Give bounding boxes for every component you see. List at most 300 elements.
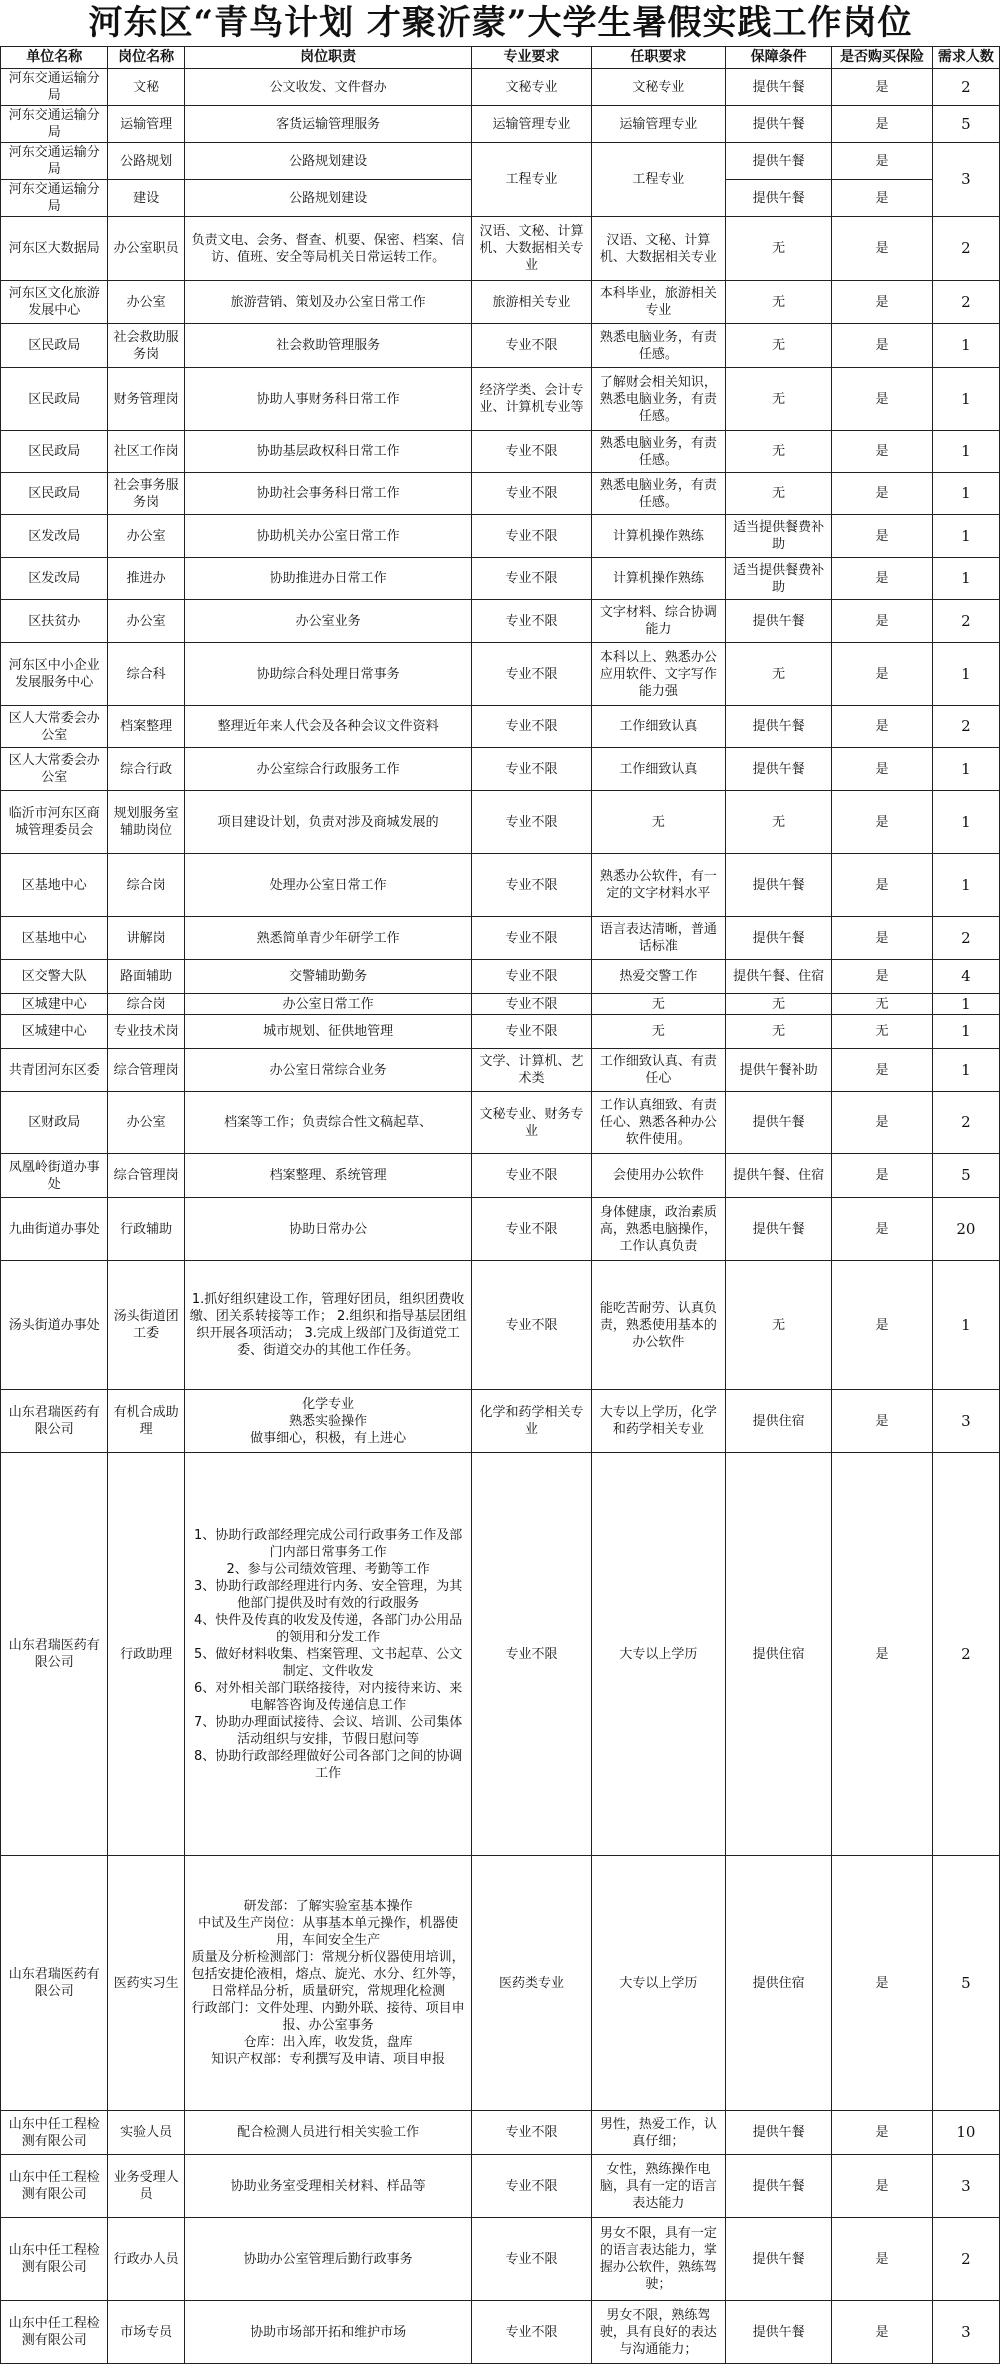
requirements-cell: 会使用办公软件 [591, 1154, 725, 1198]
requirements-cell: 汉语、文秘、计算机、大数据相关专业 [591, 217, 725, 281]
table-row [1, 2111, 1000, 2155]
headcount-cell: 3 [932, 2301, 999, 2364]
table-row [1, 324, 1000, 368]
duties-cell: 项目建设计划，负责对涉及商城发展的 [184, 791, 471, 854]
benefits-cell: 提供午餐 [726, 854, 832, 917]
table-row [1, 2155, 1000, 2218]
table-row [1, 217, 1000, 281]
duties-cell: 公路规划建设 [184, 180, 471, 217]
table-row [1, 960, 1000, 994]
position-cell: 社会救助服务岗 [108, 324, 185, 368]
major-cell: 专业不限 [472, 854, 592, 917]
unit-cell: 河东交通运输分局 [1, 69, 108, 106]
duties-cell: 城市规划、征供地管理 [184, 1015, 471, 1049]
major-cell: 经济学类、会计专业、计算机专业等 [472, 368, 592, 431]
header-unit: 单位名称 [1, 47, 108, 69]
position-cell: 办公室 [108, 1092, 185, 1154]
benefits-cell: 提供午餐 [726, 917, 832, 960]
insurance-cell: 是 [832, 748, 933, 791]
position-cell: 公路规划 [108, 143, 185, 180]
major-cell: 文秘专业 [472, 69, 592, 106]
headcount-cell: 1 [932, 431, 999, 473]
unit-cell: 区发改局 [1, 558, 108, 600]
headcount-cell: 1 [932, 854, 999, 917]
headcount-cell: 1 [932, 791, 999, 854]
benefits-cell: 提供午餐 [726, 1092, 832, 1154]
benefits-cell: 提供午餐 [726, 180, 832, 217]
headcount-cell: 2 [932, 2218, 999, 2301]
duties-cell: 社会救助管理服务 [184, 324, 471, 368]
headcount-cell: 1 [932, 515, 999, 558]
benefits-cell: 提供午餐 [726, 2155, 832, 2218]
major-cell: 专业不限 [472, 1198, 592, 1261]
position-cell: 办公室 [108, 515, 185, 558]
insurance-cell: 是 [832, 1261, 933, 1390]
requirements-cell: 无 [591, 791, 725, 854]
benefits-cell: 提供住宿 [726, 1856, 832, 2111]
major-cell: 专业不限 [472, 1261, 592, 1390]
major-cell: 专业不限 [472, 706, 592, 748]
headcount-cell: 2 [932, 1092, 999, 1154]
duties-cell: 熟悉简单青少年研学工作 [184, 917, 471, 960]
unit-cell: 临沂市河东区商城管理委员会 [1, 791, 108, 854]
benefits-cell: 适当提供餐费补助 [726, 515, 832, 558]
unit-cell: 区发改局 [1, 515, 108, 558]
major-cell: 文秘专业、财务专业 [472, 1092, 592, 1154]
position-cell: 办公室职员 [108, 217, 185, 281]
unit-cell: 区民政局 [1, 368, 108, 431]
major-cell: 专业不限 [472, 748, 592, 791]
unit-cell: 河东交通运输分局 [1, 180, 108, 217]
table-row [1, 1092, 1000, 1154]
requirements-cell: 本科毕业，旅游相关专业 [591, 281, 725, 324]
insurance-cell: 无 [832, 1015, 933, 1049]
position-cell: 规划服务室辅助岗位 [108, 791, 185, 854]
header-row [1, 47, 1000, 69]
requirements-cell: 了解财会相关知识，熟悉电脑业务，有责任感。 [591, 368, 725, 431]
benefits-cell: 提供午餐 [726, 69, 832, 106]
headcount-cell: 4 [932, 960, 999, 994]
position-cell: 社会事务服务岗 [108, 473, 185, 515]
duties-cell: 办公室综合行政服务工作 [184, 748, 471, 791]
duties-cell: 协助办公室管理后勤行政事务 [184, 2218, 471, 2301]
requirements-cell: 工作认真细致、有责任心、熟悉各种办公软件使用。 [591, 1092, 725, 1154]
headcount-cell: 2 [932, 600, 999, 643]
positions-table [0, 46, 1000, 2364]
requirements-cell: 计算机操作熟练 [591, 515, 725, 558]
major-cell: 专业不限 [472, 1453, 592, 1856]
table-row [1, 1856, 1000, 2111]
insurance-cell: 是 [832, 600, 933, 643]
benefits-cell: 提供午餐 [726, 748, 832, 791]
position-cell: 行政办人员 [108, 2218, 185, 2301]
headcount-cell: 2 [932, 706, 999, 748]
position-cell: 文秘 [108, 69, 185, 106]
unit-cell: 区城建中心 [1, 1015, 108, 1049]
headcount-cell: 1 [932, 558, 999, 600]
major-cell: 专业不限 [472, 558, 592, 600]
insurance-cell: 是 [832, 2301, 933, 2364]
position-cell: 档案整理 [108, 706, 185, 748]
duties-cell: 档案等工作；负责综合性文稿起草、 [184, 1092, 471, 1154]
major-cell: 专业不限 [472, 2301, 592, 2364]
insurance-cell: 是 [832, 791, 933, 854]
major-cell: 化学和药学相关专业 [472, 1390, 592, 1453]
position-cell: 财务管理岗 [108, 368, 185, 431]
headcount-cell: 1 [932, 1015, 999, 1049]
insurance-cell: 是 [832, 2218, 933, 2301]
table-row [1, 515, 1000, 558]
major-cell: 运输管理专业 [472, 106, 592, 143]
duties-cell: 配合检测人员进行相关实验工作 [184, 2111, 471, 2155]
duties-cell: 协助日常办公 [184, 1198, 471, 1261]
requirements-cell: 男性，热爱工作，认真仔细； [591, 2111, 725, 2155]
insurance-cell: 是 [832, 1049, 933, 1092]
insurance-cell: 是 [832, 2155, 933, 2218]
benefits-cell: 提供午餐 [726, 2301, 832, 2364]
insurance-cell: 是 [832, 960, 933, 994]
duties-cell: 协助社会事务科日常工作 [184, 473, 471, 515]
position-cell: 推进办 [108, 558, 185, 600]
headcount-cell: 1 [932, 643, 999, 706]
unit-cell: 区基地中心 [1, 917, 108, 960]
unit-cell: 区扶贫办 [1, 600, 108, 643]
unit-cell: 共青团河东区委 [1, 1049, 108, 1092]
benefits-cell: 提供住宿 [726, 1453, 832, 1856]
headcount-cell: 2 [932, 1453, 999, 1856]
table-row [1, 917, 1000, 960]
table-row [1, 1453, 1000, 1856]
benefits-cell: 提供午餐 [726, 1198, 832, 1261]
insurance-cell: 是 [832, 180, 933, 217]
requirements-cell: 大专以上学历，化学和药学相关专业 [591, 1390, 725, 1453]
unit-cell: 河东区文化旅游发展中心 [1, 281, 108, 324]
major-cell: 专业不限 [472, 515, 592, 558]
unit-cell: 区民政局 [1, 431, 108, 473]
requirements-cell: 文字材料、综合协调能力 [591, 600, 725, 643]
headcount-cell: 1 [932, 994, 999, 1015]
requirements-cell: 运输管理专业 [591, 106, 725, 143]
duties-cell: 1、协助行政部经理完成公司行政事务工作及部门内部日常事务工作 2、参与公司绩效管理、考勤等工作 3、协助行政部经理进行内务、安全管理，为其他部门提供及时有效的行政服务 4、快件及传真的收发及传递，各部门办公用品的领用和分发工作 5、做好材料收集、档案管理、文书起草、公文制定、文件收发 6、对外相关部门联络接待，对内接待来访、来电解答咨询及传递信息工作 7、协助办理面试接待、会议、培训、公司集体活动组织与安排，节假日慰问等 8、协助行政部经理做好公司各部门之间的协调工作 [184, 1453, 471, 1856]
header-duties: 岗位职责 [184, 47, 471, 69]
unit-cell: 汤头街道办事处 [1, 1261, 108, 1390]
insurance-cell: 是 [832, 1390, 933, 1453]
headcount-cell: 1 [932, 1049, 999, 1092]
position-cell: 综合管理岗 [108, 1154, 185, 1198]
major-cell: 专业不限 [472, 600, 592, 643]
duties-cell: 协助市场部开拓和维护市场 [184, 2301, 471, 2364]
requirements-cell: 男女不限，熟练驾驶，具有良好的表达与沟通能力； [591, 2301, 725, 2364]
table-row [1, 473, 1000, 515]
header-headcount: 需求人数 [932, 47, 999, 69]
table-row [1, 1154, 1000, 1198]
insurance-cell: 是 [832, 217, 933, 281]
duties-cell: 交警辅助勤务 [184, 960, 471, 994]
benefits-cell: 无 [726, 281, 832, 324]
unit-cell: 山东中任工程检测有限公司 [1, 2155, 108, 2218]
major-cell: 工程专业 [472, 143, 592, 217]
requirements-cell: 工作细致认真、有责任心 [591, 1049, 725, 1092]
major-cell: 专业不限 [472, 2111, 592, 2155]
duties-cell: 协助人事财务科日常工作 [184, 368, 471, 431]
duties-cell: 协助机关办公室日常工作 [184, 515, 471, 558]
table-row [1, 1390, 1000, 1453]
table-row [1, 748, 1000, 791]
page-title: 河东区“青鸟计划 才聚沂蒙”大学生暑假实践工作岗位 [88, 3, 913, 43]
insurance-cell: 是 [832, 1856, 933, 2111]
header-insurance: 是否购买保险 [832, 47, 933, 69]
unit-cell: 河东交通运输分局 [1, 106, 108, 143]
unit-cell: 山东中任工程检测有限公司 [1, 2111, 108, 2155]
headcount-cell: 2 [932, 281, 999, 324]
position-cell: 业务受理人员 [108, 2155, 185, 2218]
benefits-cell: 无 [726, 791, 832, 854]
requirements-cell: 身体健康，政治素质高，熟悉电脑操作，工作认真负责 [591, 1198, 725, 1261]
unit-cell: 区人大常委会办公室 [1, 706, 108, 748]
requirements-cell: 熟悉电脑业务，有责任感。 [591, 431, 725, 473]
unit-cell: 河东交通运输分局 [1, 143, 108, 180]
insurance-cell: 是 [832, 643, 933, 706]
requirements-cell: 女性，熟练操作电脑，具有一定的语言表达能力 [591, 2155, 725, 2218]
header-position: 岗位名称 [108, 47, 185, 69]
duties-cell: 办公室日常工作 [184, 994, 471, 1015]
benefits-cell: 无 [726, 1261, 832, 1390]
unit-cell: 山东中任工程检测有限公司 [1, 2218, 108, 2301]
benefits-cell: 提供午餐 [726, 2218, 832, 2301]
requirements-cell: 工作细致认真 [591, 748, 725, 791]
headcount-cell: 3 [932, 1390, 999, 1453]
major-cell: 专业不限 [472, 960, 592, 994]
headcount-cell: 3 [932, 2155, 999, 2218]
position-cell: 综合科 [108, 643, 185, 706]
requirements-cell: 熟悉电脑业务，有责任感。 [591, 473, 725, 515]
benefits-cell: 提供午餐补助 [726, 1049, 832, 1092]
insurance-cell: 是 [832, 1092, 933, 1154]
duties-cell: 旅游营销、策划及办公室日常工作 [184, 281, 471, 324]
duties-cell: 客货运输管理服务 [184, 106, 471, 143]
unit-cell: 区人大常委会办公室 [1, 748, 108, 791]
major-cell: 专业不限 [472, 994, 592, 1015]
benefits-cell: 提供午餐 [726, 106, 832, 143]
headcount-cell: 20 [932, 1198, 999, 1261]
benefits-cell: 无 [726, 1015, 832, 1049]
table-row [1, 281, 1000, 324]
benefits-cell: 无 [726, 368, 832, 431]
position-cell: 讲解岗 [108, 917, 185, 960]
table-row [1, 2301, 1000, 2364]
benefits-cell: 提供住宿 [726, 1390, 832, 1453]
headcount-cell: 1 [932, 748, 999, 791]
table-row [1, 854, 1000, 917]
benefits-cell: 提供午餐 [726, 2111, 832, 2155]
requirements-cell: 计算机操作熟练 [591, 558, 725, 600]
major-cell: 专业不限 [472, 1154, 592, 1198]
insurance-cell: 是 [832, 69, 933, 106]
header-benefits: 保障条件 [726, 47, 832, 69]
position-cell: 行政辅助 [108, 1198, 185, 1261]
headcount-cell: 10 [932, 2111, 999, 2155]
benefits-cell: 无 [726, 994, 832, 1015]
insurance-cell: 无 [832, 994, 933, 1015]
major-cell: 专业不限 [472, 2218, 592, 2301]
position-cell: 综合岗 [108, 854, 185, 917]
benefits-cell: 提供午餐、住宿 [726, 960, 832, 994]
requirements-cell: 工作细致认真 [591, 706, 725, 748]
position-cell: 行政助理 [108, 1453, 185, 1856]
table-row [1, 1049, 1000, 1092]
requirements-cell: 文秘专业 [591, 69, 725, 106]
headcount-cell: 1 [932, 324, 999, 368]
requirements-cell: 熟悉电脑业务，有责任感。 [591, 324, 725, 368]
table-row [1, 706, 1000, 748]
table-row [1, 643, 1000, 706]
major-cell: 专业不限 [472, 2155, 592, 2218]
insurance-cell: 是 [832, 368, 933, 431]
insurance-cell: 是 [832, 854, 933, 917]
headcount-cell: 2 [932, 217, 999, 281]
requirements-cell: 语言表达清晰，普通话标准 [591, 917, 725, 960]
position-cell: 办公室 [108, 600, 185, 643]
position-cell: 综合行政 [108, 748, 185, 791]
duties-cell: 1.抓好组织建设工作，管理好团员，组织团费收缴、团关系转接等工作； 2.组织和指导基层团组织开展各项活动； 3.完成上级部门及街道党工委、街道交办的其他工作任务。 [184, 1261, 471, 1390]
position-cell: 综合管理岗 [108, 1049, 185, 1092]
insurance-cell: 是 [832, 143, 933, 180]
requirements-cell: 无 [591, 994, 725, 1015]
duties-cell: 协助基层政权科日常工作 [184, 431, 471, 473]
position-cell: 综合岗 [108, 994, 185, 1015]
table-row [1, 791, 1000, 854]
table-row [1, 1198, 1000, 1261]
table-row [1, 143, 1000, 180]
duties-cell: 档案整理、系统管理 [184, 1154, 471, 1198]
position-cell: 办公室 [108, 281, 185, 324]
duties-cell: 协助综合科处理日常事务 [184, 643, 471, 706]
insurance-cell: 是 [832, 2111, 933, 2155]
table-row [1, 2218, 1000, 2301]
insurance-cell: 是 [832, 558, 933, 600]
insurance-cell: 是 [832, 706, 933, 748]
position-cell: 运输管理 [108, 106, 185, 143]
position-cell: 路面辅助 [108, 960, 185, 994]
benefits-cell: 无 [726, 324, 832, 368]
benefits-cell: 无 [726, 473, 832, 515]
major-cell: 专业不限 [472, 917, 592, 960]
unit-cell: 区基地中心 [1, 854, 108, 917]
unit-cell: 山东君瑞医药有限公司 [1, 1453, 108, 1856]
duties-cell: 公文收发、文件督办 [184, 69, 471, 106]
unit-cell: 区民政局 [1, 473, 108, 515]
requirements-cell: 工程专业 [591, 143, 725, 217]
major-cell: 专业不限 [472, 473, 592, 515]
requirements-cell: 男女不限，具有一定的语言表达能力，掌握办公软件，熟练驾驶； [591, 2218, 725, 2301]
insurance-cell: 是 [832, 431, 933, 473]
duties-cell: 协助业务室受理相关材料、样品等 [184, 2155, 471, 2218]
major-cell: 汉语、文秘、计算机、大数据相关专业 [472, 217, 592, 281]
major-cell: 文学、计算机、艺术类 [472, 1049, 592, 1092]
insurance-cell: 是 [832, 106, 933, 143]
unit-cell: 凤凰岭街道办事处 [1, 1154, 108, 1198]
table-row [1, 558, 1000, 600]
insurance-cell: 是 [832, 917, 933, 960]
insurance-cell: 是 [832, 281, 933, 324]
insurance-cell: 是 [832, 324, 933, 368]
benefits-cell: 提供午餐 [726, 143, 832, 180]
headcount-cell: 1 [932, 473, 999, 515]
benefits-cell: 无 [726, 217, 832, 281]
major-cell: 专业不限 [472, 431, 592, 473]
requirements-cell: 能吃苦耐劳、认真负责，熟悉使用基本的办公软件 [591, 1261, 725, 1390]
major-cell: 医药类专业 [472, 1856, 592, 2111]
requirements-cell: 无 [591, 1015, 725, 1049]
insurance-cell: 是 [832, 1154, 933, 1198]
unit-cell: 山东君瑞医药有限公司 [1, 1390, 108, 1453]
unit-cell: 九曲街道办事处 [1, 1198, 108, 1261]
unit-cell: 山东君瑞医药有限公司 [1, 1856, 108, 2111]
unit-cell: 区城建中心 [1, 994, 108, 1015]
unit-cell: 河东区大数据局 [1, 217, 108, 281]
insurance-cell: 是 [832, 1453, 933, 1856]
unit-cell: 河东区中小企业发展服务中心 [1, 643, 108, 706]
requirements-cell: 热爱交警工作 [591, 960, 725, 994]
position-cell: 市场专员 [108, 2301, 185, 2364]
table-row [1, 431, 1000, 473]
unit-cell: 山东中任工程检测有限公司 [1, 2301, 108, 2364]
table-row [1, 994, 1000, 1015]
headcount-cell: 1 [932, 368, 999, 431]
duties-cell: 办公室日常综合业务 [184, 1049, 471, 1092]
benefits-cell: 提供午餐、住宿 [726, 1154, 832, 1198]
table-row [1, 106, 1000, 143]
major-cell: 专业不限 [472, 324, 592, 368]
requirements-cell: 大专以上学历 [591, 1856, 725, 2111]
position-cell: 建设 [108, 180, 185, 217]
duties-cell: 整理近年来人代会及各种会议文件资料 [184, 706, 471, 748]
headcount-cell: 3 [932, 143, 999, 217]
insurance-cell: 是 [832, 1198, 933, 1261]
table-row [1, 368, 1000, 431]
unit-cell: 区民政局 [1, 324, 108, 368]
benefits-cell: 提供午餐 [726, 600, 832, 643]
header-major: 专业要求 [472, 47, 592, 69]
header-requirements: 任职要求 [591, 47, 725, 69]
table-row [1, 69, 1000, 106]
duties-cell: 协助推进办日常工作 [184, 558, 471, 600]
requirements-cell: 本科以上、熟悉办公应用软件、文字写作能力强 [591, 643, 725, 706]
insurance-cell: 是 [832, 515, 933, 558]
duties-cell: 研发部：了解实验室基本操作 中试及生产岗位：从事基本单元操作，机器使用，车间安全生产 质量及分析检测部门：常规分析仪器使用培训，包括安捷伦液相，熔点、旋光、水分、红外等，日常样品分析，质量研究，常规理化检测 行政部门：文件处理、内勤外联、接待、项目申报、办公室事务 仓库：出入库，收发货，盘库 知识产权部：专利撰写及申请、项目申报 [184, 1856, 471, 2111]
duties-cell: 办公室业务 [184, 600, 471, 643]
headcount-cell: 1 [932, 1261, 999, 1390]
headcount-cell: 5 [932, 1856, 999, 2111]
requirements-cell: 熟悉办公软件，有一定的文字材料水平 [591, 854, 725, 917]
position-cell: 实验人员 [108, 2111, 185, 2155]
headcount-cell: 2 [932, 69, 999, 106]
major-cell: 专业不限 [472, 791, 592, 854]
major-cell: 专业不限 [472, 643, 592, 706]
duties-cell: 处理办公室日常工作 [184, 854, 471, 917]
headcount-cell: 5 [932, 106, 999, 143]
table-row [1, 1015, 1000, 1049]
table-row [1, 600, 1000, 643]
benefits-cell: 无 [726, 431, 832, 473]
position-cell: 社区工作岗 [108, 431, 185, 473]
position-cell: 有机合成助理 [108, 1390, 185, 1453]
benefits-cell: 适当提供餐费补助 [726, 558, 832, 600]
benefits-cell: 提供午餐 [726, 706, 832, 748]
duties-cell: 公路规划建设 [184, 143, 471, 180]
major-cell: 专业不限 [472, 1015, 592, 1049]
duties-cell: 负责文电、会务、督查、机要、保密、档案、信访、值班、安全等局机关日常运转工作。 [184, 217, 471, 281]
